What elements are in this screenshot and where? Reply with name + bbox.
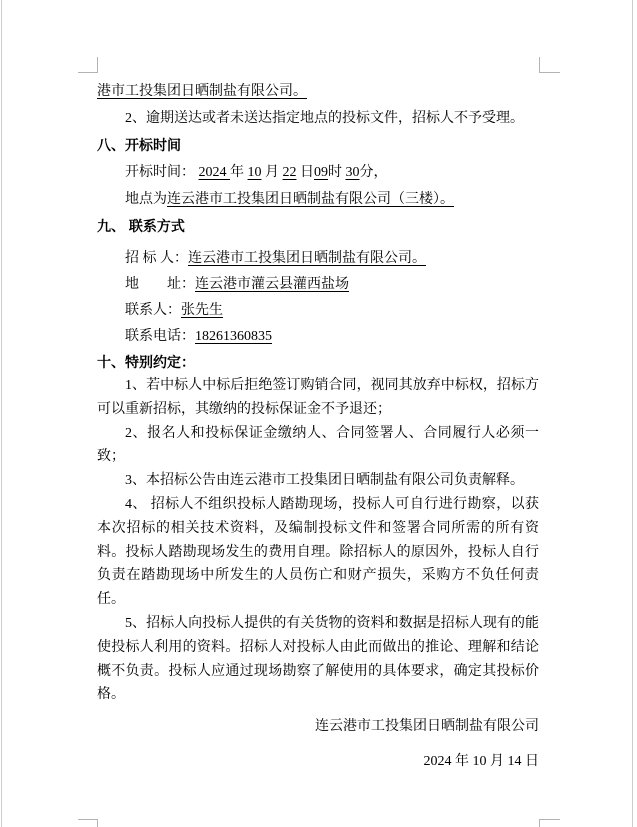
special-term-5: 5、招标人向投标人提供的有关货物的资料和数据是招标人现有的能使投标人利用的资料。招标人对投标人由此而做出的推论、理解和结论概不负责。投标人应通过现场勘察了解使用的具体要求，确定其投标价格。 [97,615,539,703]
continuation-company-text: 港市工投集团日晒制盐有限公司。 [97,84,307,99]
signature-company: 连云港市工投集团日晒制盐有限公司 [315,719,539,734]
section-8-heading: 八、开标时间 [97,137,181,153]
page-right-edge [632,0,633,827]
bidder-line: 招 标 人：连云港市工投集团日晒制盐有限公司。 [125,251,426,266]
document-body [97,78,539,707]
contact-person-line: 联系人：张先生 [125,303,223,318]
special-term-1: 1、若中标人中标后拒绝签订购销合同，视同其放弃中标权，招标方可以重新招标，其缴纳的投标保证金不予退还； [97,378,539,417]
special-term-2: 2、报名人和投标保证金缴纳人、合同签署人、合同履行人必须一致； [97,425,539,465]
open-location-line: 地点为连云港市工投集团日晒制盐有限公司（三楼）。 [125,192,454,207]
special-term-3: 3、本招标公告由连云港市工投集团日晒制盐有限公司负责解释。 [125,473,524,489]
address-line: 地 址：连云港市灌云县灌西盐场 [125,277,349,292]
signature-date: 2024 年 10 月 14 日 [423,754,539,769]
section-9-heading: 九、 联系方式 [97,218,185,234]
margin-crop-mark-bottom-right [539,819,560,827]
contact-phone-line: 联系电话：18261360835 [125,329,272,344]
special-term-4: 4、 招标人不组织投标人踏勘现场，投标人可自行进行勘察，以获本次招标的相关技术资料，及编制投标文件和签署合同所需的所有资料。投标人踏勘现场发生的费用自理。除招标人的原因外，投标人自行负责在踏勘现场中所发生的人员伤亡和财产损失，采购方不负任何责任。 [97,496,539,608]
late-delivery-notice: 2、逾期送达或者未送达指定地点的投标文件，招标人不予受理。 [125,111,524,126]
open-time-line: 开标时间： 2024 年 10 月 22 日09时 30分， [125,165,388,180]
margin-crop-mark-top-left [78,57,98,73]
page-left-edge [1,0,2,827]
section-10-heading: 十、特别约定： [97,354,195,370]
margin-crop-mark-bottom-left [78,819,98,827]
margin-crop-mark-top-right [539,57,560,73]
continuation-company-line [97,78,539,105]
